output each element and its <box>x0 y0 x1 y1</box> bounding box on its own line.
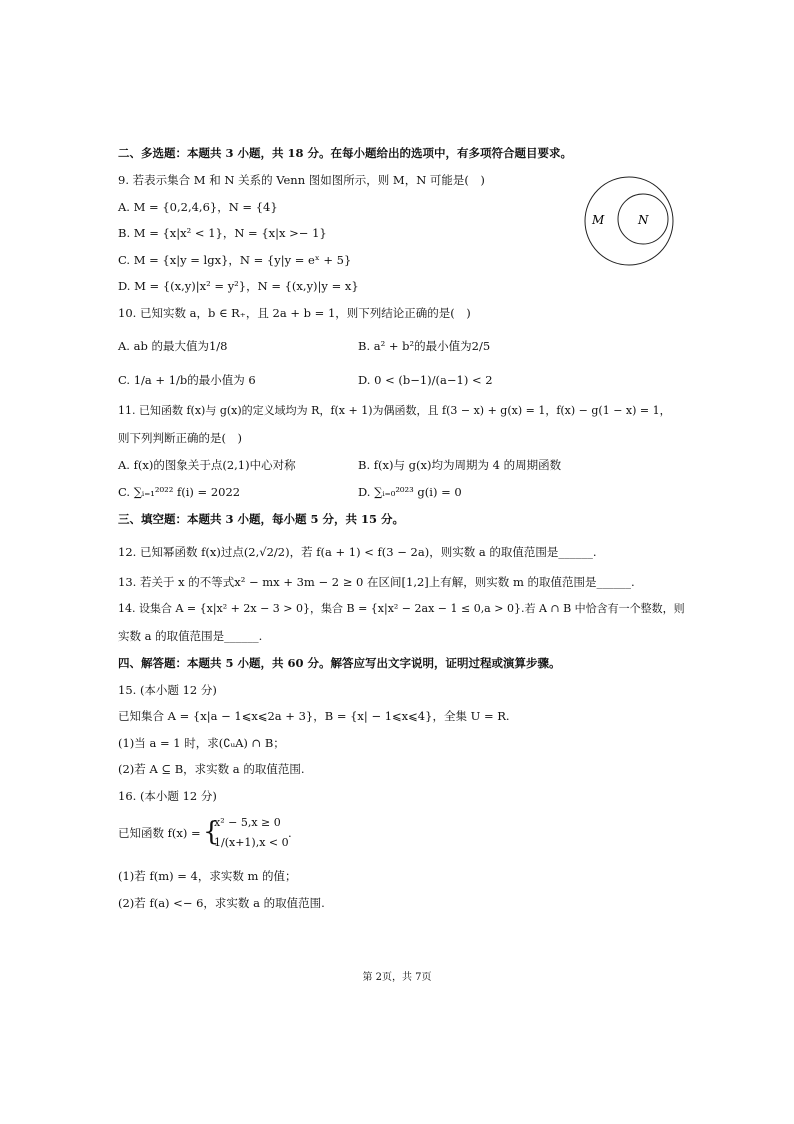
question-15-statement: 已知集合 A = {x|a − 1⩽x⩽2a + 3}，B = {x| − 1⩽x⩽4}，全集 U = R. <box>118 709 510 723</box>
question-15-part1: (1)当 a = 1 时，求(∁ᵤA) ∩ B； <box>118 736 285 750</box>
section-heading-multiple-choice: 二、多选题：本题共 3 小题，共 18 分。在每小题给出的选项中，有多项符合题目要求。 <box>118 146 573 160</box>
question-14-line2: 实数 a 的取值范围是______. <box>118 629 263 643</box>
question-16-title: 16. (本小题 12 分) <box>118 789 217 803</box>
section-heading-fill-in: 三、填空题：本题共 3 小题，每小题 5 分，共 15 分。 <box>118 512 405 526</box>
question-12: 12. 已知幂函数 f(x)过点(2,√2/2)，若 f(a + 1) < f(3 − 2a)，则实数 a 的取值范围是______. <box>118 545 597 559</box>
section-heading-solutions: 四、解答题：本题共 5 小题，共 60 分。解答应写出文字说明，证明过程或演算步骤。 <box>118 656 561 670</box>
question-13: 13. 若关于 x 的不等式x² − mx + 3m − 2 ≥ 0 在区间[1,2]上有解，则实数 m 的取值范围是______. <box>118 575 635 589</box>
question-16-case1: x² − 5,x ≥ 0 <box>214 816 281 829</box>
venn-diagram <box>583 175 675 267</box>
question-15-part2: (2)若 A ⊆ B，求实数 a 的取值范围. <box>118 762 305 776</box>
venn-label-m: M <box>592 213 605 227</box>
question-9-option-d: D. M = {(x,y)|x² = y²}，N = {(x,y)|y = x} <box>118 279 359 293</box>
question-11-option-b: B. f(x)与 g(x)均为周期为 4 的周期函数 <box>358 458 562 472</box>
question-11-option-a: A. f(x)的图象关于点(2,1)中心对称 <box>118 458 296 472</box>
question-9-option-a: A. M = {0,2,4,6}，N = {4} <box>118 200 278 214</box>
question-16-case2: 1/(x+1),x < 0 <box>214 836 289 849</box>
question-10-option-d: D. 0 < (b−1)/(a−1) < 2 <box>358 373 493 387</box>
question-10-option-a: A. ab 的最大值为1/8 <box>118 339 228 353</box>
question-16-function-suffix: . <box>288 826 292 840</box>
question-10-option-b: B. a² + b²的最小值为2/5 <box>358 339 491 353</box>
question-10-option-c: C. 1/a + 1/b的最小值为 6 <box>118 373 256 387</box>
question-16-function-prefix: 已知函数 f(x) = <box>118 826 201 840</box>
question-16-part1: (1)若 f(m) = 4，求实数 m 的值； <box>118 869 297 883</box>
piecewise-brace: { <box>203 817 220 847</box>
question-11-stem-line1: 11. 已知函数 f(x)与 g(x)的定义域均为 R，f(x + 1)为偶函数，且 f(3 − x) + g(x) = 1，f(x) − g(1 − x) = 1， <box>118 404 671 417</box>
page-footer: 第 2页，共 7页 <box>362 972 432 983</box>
venn-label-n: N <box>638 213 649 227</box>
question-11-stem-line2: 则下列判断正确的是( ) <box>118 431 242 445</box>
question-16-part2: (2)若 f(a) <− 6，求实数 a 的取值范围. <box>118 896 325 910</box>
question-9-option-c: C. M = {x|y = lgx}，N = {y|y = eˣ + 5} <box>118 253 352 267</box>
question-9-stem: 9. 若表示集合 M 和 N 关系的 Venn 图如图所示，则 M，N 可能是( ) <box>118 173 485 187</box>
question-15-title: 15. (本小题 12 分) <box>118 683 217 697</box>
question-9-option-b: B. M = {x|x² < 1}，N = {x|x >− 1} <box>118 226 327 240</box>
question-10-stem: 10. 已知实数 a，b ∈ R₊，且 2a + b = 1，则下列结论正确的是( ) <box>118 306 471 320</box>
question-14-line1: 14. 设集合 A = {x|x² + 2x − 3 > 0}，集合 B = {x|x² − 2ax − 1 ≤ 0,a > 0}.若 A ∩ B 中恰含有一个整数，则 <box>118 602 685 615</box>
question-11-option-d: D. ∑ᵢ₌₀²⁰²³ g(i) = 0 <box>358 485 462 499</box>
question-11-option-c: C. ∑ᵢ₌₁²⁰²² f(i) = 2022 <box>118 485 241 499</box>
